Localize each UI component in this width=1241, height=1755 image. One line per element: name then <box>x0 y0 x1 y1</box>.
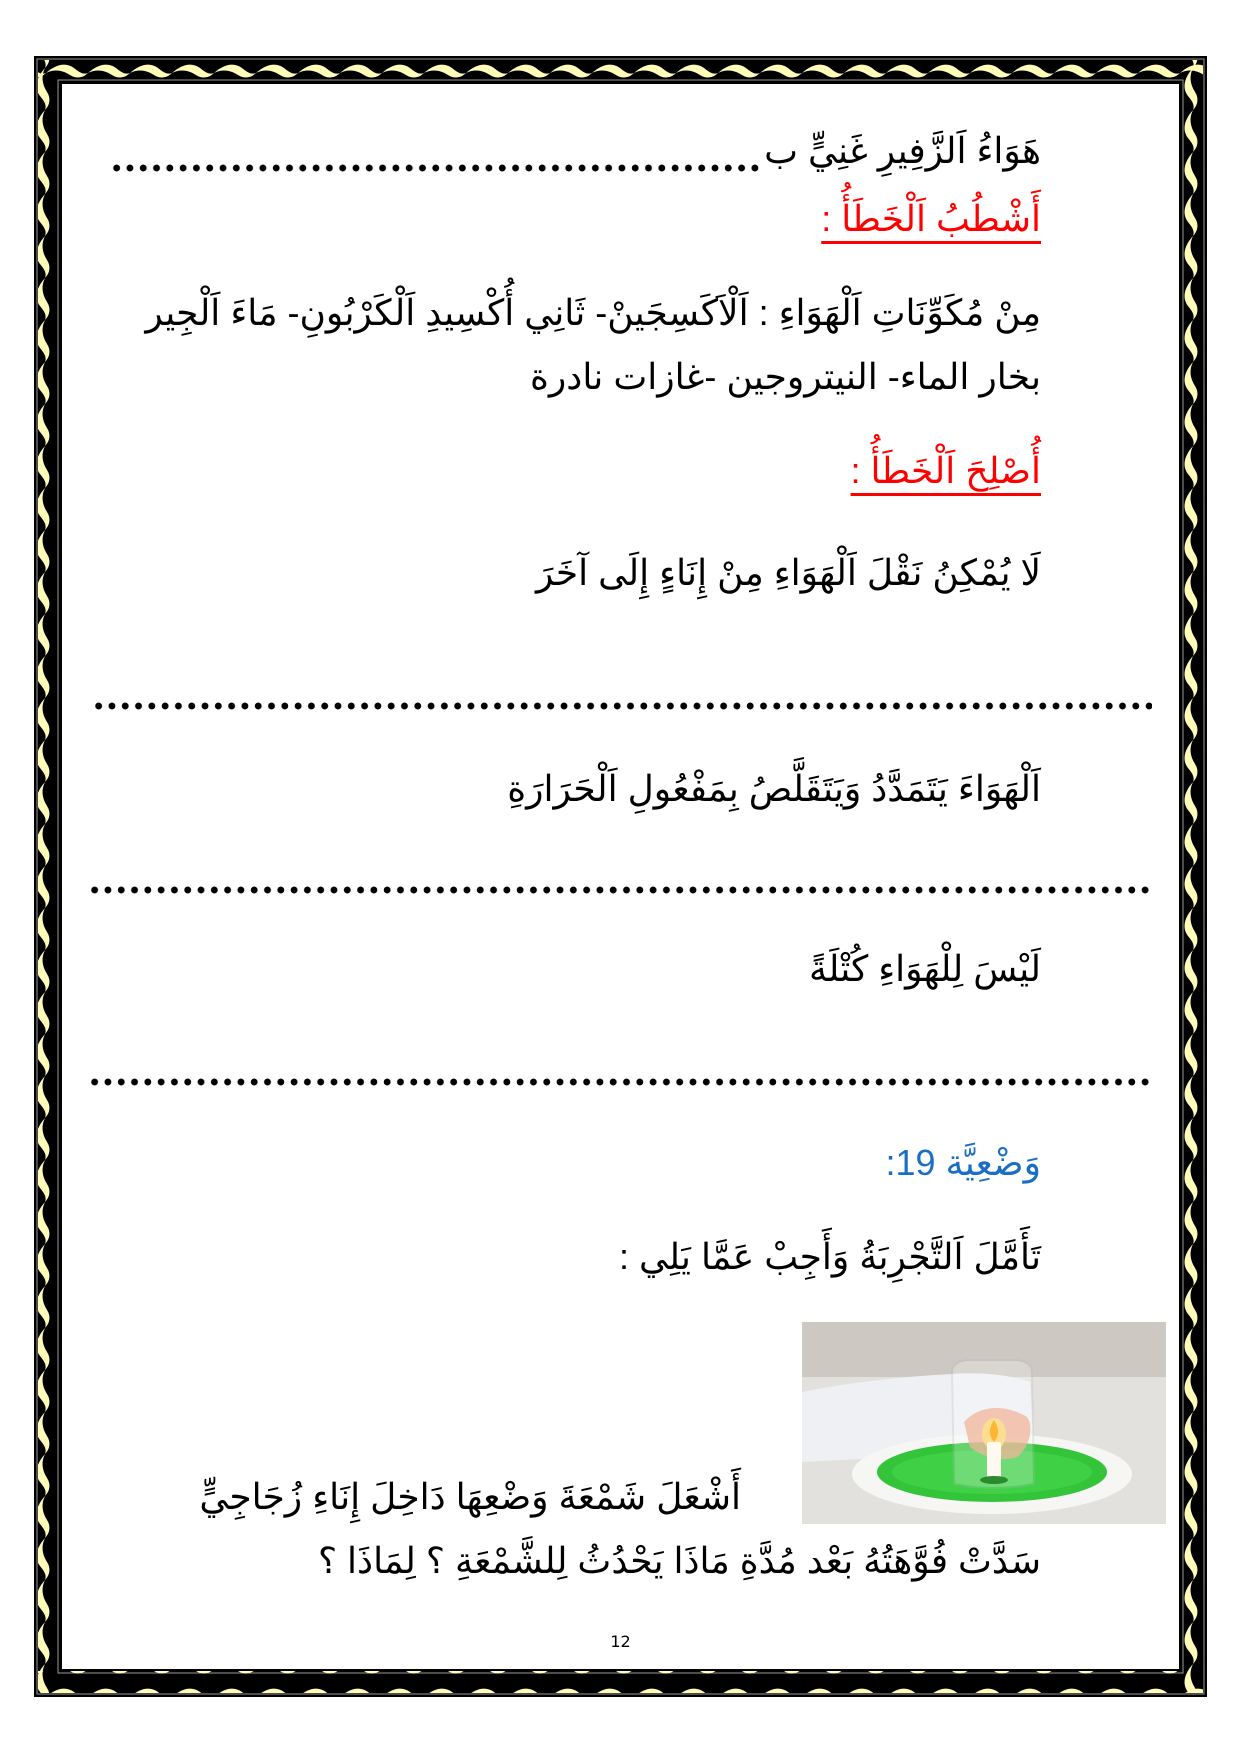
section-heading-correct-error: أُصْلِحَ اَلْخَطَأُ : <box>850 450 1041 491</box>
statement-2: اَلْهَوَاءَ يَتَمَدَّدُ وَيَتَقَلَّصُ بِمَفْعُولِ اَلْحَرَارَةِ <box>507 768 1041 809</box>
question-line-1: أَشْعَلَ شَمْعَةَ وَضْعِهَا دَاخِلَ إِنَاءِ زُجَاجِيٍّ <box>199 1476 741 1517</box>
answer-dotted-line[interactable] <box>110 164 760 172</box>
situation-instruction: تَأَمَّلَ اَلتَّجْرِبَةُ وَأَجِبْ عَمَّا يَلِي : <box>619 1236 1041 1277</box>
answer-dotted-line-2[interactable] <box>88 886 1152 894</box>
answer-dotted-line-1[interactable] <box>92 702 1152 710</box>
answer-dotted-line-3[interactable] <box>88 1078 1152 1086</box>
air-components-line-1: مِنْ مُكَوِّنَاتِ اَلْهَوَاءِ : اَلْاَكَسِجَينْ- ثَانِي أُكْسِيدِ اَلْكَرْبُونِ- مَاءَ اَلْجِير <box>145 292 1041 333</box>
statement-3: لَيْسَ لِلْهَوَاءِ كُتْلَةً <box>809 948 1041 989</box>
situation-title: وَضْعِيَّة 19: <box>885 1142 1041 1183</box>
candle-under-glass-image <box>802 1322 1166 1524</box>
experiment-photo <box>802 1322 1166 1524</box>
air-components-line-2: بخار الماء- النيتروجين -غازات نادرة <box>530 356 1041 397</box>
statement-1: لَا يُمْكِنُ نَقْلَ اَلْهَوَاءِ مِنْ إِنَاءٍ إِلَى آخَرَ <box>536 552 1041 593</box>
page-number: 12 <box>610 1632 631 1651</box>
fill-in-sentence: هَوَاءُ اَلزَّفِيرِ غَنِيٍّ ب <box>764 130 1041 171</box>
question-line-2: سَدَّتْ فُوَّهَتُهُ بَعْد مُدَّةِ مَاذَا يَحْدُثُ لِلشَّمْعَةِ ؟ لِمَاذَا ؟ <box>317 1540 1041 1581</box>
section-heading-strike-error: أَشْطُبُ اَلْخَطَأُ : <box>821 198 1041 239</box>
